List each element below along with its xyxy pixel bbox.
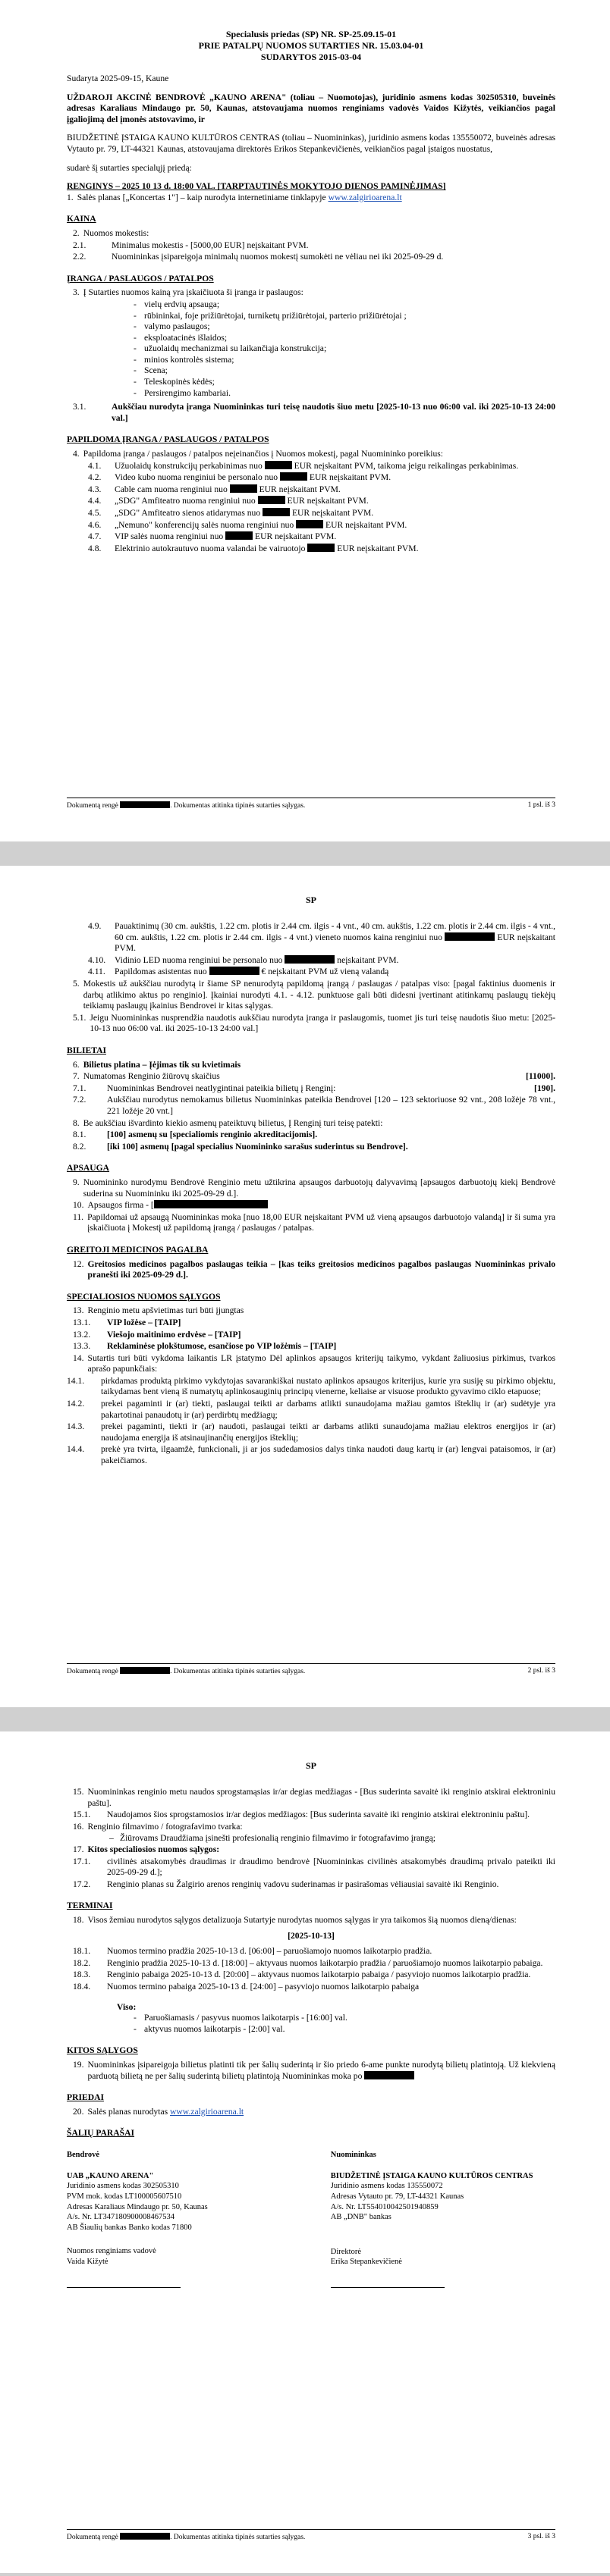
item-5-text: Mokestis už aukščiau nurodytą ir šiame SP nenurodytą papildomą įrangą / paslaugas / patalpas viso: [pagal faktinius duomenis ir darbų atlikimo aktus po renginio]. Įkainiai nurodyti 4.1. - 4.12. punktuose gali būti didesni įvertinant atitinkamų paslaugų tiekėjų teikiamų paslaugų įkainius Bendrovei ir kitas sąlygas. <box>83 979 555 1011</box>
parasai-title: ŠALIŲ PARAŠAI <box>67 2128 135 2139</box>
date-place: Sudaryta 2025-09-15, Kaune <box>67 74 169 83</box>
item-13-1-num: 13.1. <box>73 1317 91 1327</box>
bullet-icon: - <box>134 299 137 309</box>
extra-num: 4.8. <box>88 543 102 553</box>
extra-post: EUR neįskaitant PVM, taikoma jeigu reikalingas perkabinimas. <box>294 460 519 471</box>
header-line-1: Specialusis priedas (SP) NR. SP-25.09.15-01 <box>225 29 397 39</box>
left-name: UAB „KAUNO ARENA" <box>67 2171 154 2180</box>
redaction <box>285 955 335 964</box>
extra-text: VIP salės nuoma renginiui nuo <box>115 531 224 542</box>
item-2-2-text: Nuomininkas įsipareigoja minimalų nuomos mokestį sumokėti ne vėliau nei iki 2025-09-29 d. <box>112 252 444 262</box>
extra-text: „Nemuno" konferencijų salės nuoma renginiui nuo <box>115 519 294 530</box>
redaction <box>364 2071 414 2079</box>
signatures <box>67 2150 555 2288</box>
item-18-4-num: 18.4. <box>73 1982 91 1992</box>
item-3-num: 3. <box>73 287 80 298</box>
item-4 <box>67 449 555 460</box>
item-13-2-num: 13.2. <box>73 1329 91 1340</box>
extra-text: Užuolaidų konstrukcijų perkabinimas nuo <box>115 460 263 471</box>
item-17-2 <box>67 1879 555 1891</box>
extra-num: 4.4. <box>88 496 102 506</box>
viso-item <box>67 2024 555 2035</box>
item-2-num: 2. <box>73 227 80 238</box>
extra-service-item <box>67 531 555 543</box>
item-18-num: 18. <box>73 1915 84 1926</box>
redaction <box>120 2533 170 2540</box>
footer <box>67 1663 555 1677</box>
item-11-text: Papildomai už apsaugą Nuomininkas moka [nuo 18,00 EUR neįskaitant PVM už vieną apsaugos darbuotojo valandą] ir ši suma yra įskaičiuota į Mokestį už papildomą įrangą / paslaugas / patalpas. <box>87 1211 555 1233</box>
viso-item-text: Paruošiamasis / pasyvus nuomos laikotarpis - [16:00] val. <box>144 2013 347 2023</box>
item-13-3-text: Reklaminėse plokštumose, esančiose po VIP ložėmis – [TAIP] <box>107 1341 337 1352</box>
left-person: Vaida Kižytė <box>67 2258 108 2267</box>
item-4-9 <box>67 921 555 954</box>
right-line-3: A/s. Nr. LT554010042501940859 <box>330 2202 439 2211</box>
redaction <box>120 1667 170 1674</box>
service-bullet <box>67 321 555 333</box>
item-15 <box>67 1787 555 1809</box>
item-4-11-post: € neįskaitant PVM už vieną valandą <box>261 967 389 977</box>
agree-text: sudarė šį sutarties specialųjį priedą: <box>67 162 192 173</box>
extra-service-item <box>67 520 555 531</box>
item-18-3-text: Renginio pabaiga 2025-10-13 d. [20:00] – aktyvaus nuomos laikotarpio pabaiga / pasyviojo nuomos laikotarpio pradžia. <box>107 1970 531 1980</box>
viso-item-text: aktyvus nuomos laikotarpis - [2:00] val. <box>144 2023 285 2034</box>
footer <box>67 2529 555 2543</box>
kitos-title: KITOS SĄLYGOS <box>67 2045 138 2056</box>
item-13 <box>67 1305 555 1317</box>
item-14-num: 14. <box>73 1352 84 1363</box>
item-5-num: 5. <box>73 979 80 989</box>
item-15-num: 15. <box>73 1787 84 1797</box>
item-17-1-num: 17.1. <box>73 1856 91 1866</box>
redaction <box>307 544 335 552</box>
footer-note: . Dokumentas atitinka tipinės sutarties sąlygas. <box>170 2534 306 2542</box>
item-15-1-text: Naudojamos šios sprogstamosios ir/ar degios medžiagos: [Bus suderinta savaitė iki renginio atskirai elektroniniu paštu]. <box>107 1810 530 1820</box>
item-10-num: 10. <box>73 1200 84 1211</box>
item-15-1 <box>67 1810 555 1821</box>
item-12 <box>67 1259 555 1281</box>
item-7-1-text: Nuomininkas Bendrovei neatlygintinai pateikia bilietų į Renginį: <box>107 1083 336 1093</box>
left-line-2: PVM mok. kodas LT100005607510 <box>67 2192 182 2201</box>
service-bullet <box>67 333 555 344</box>
item-3-1-text: Aukščiau nurodyta įranga Nuomininkas turi teisę naudotis šiuo metu [2025-10-13 nuo 06:00 val. iki 2025-10-13 24:00 val.] <box>112 402 555 423</box>
item-10 <box>67 1200 555 1211</box>
extra-text: „SDG" Amfiteatro sienos atidarymas nuo <box>115 508 261 518</box>
dash-icon: - <box>134 2023 137 2034</box>
item-17-1-text: civilinės atsakomybės draudimas ir draudimo bendrovė [Nuomininkas civilinės atsakomybės draudimą privalo pateikti iki 2025-09-29 d.]; <box>107 1856 555 1878</box>
iranga-title: ĮRANGA / PASLAUGOS / PATALPOS <box>67 273 214 284</box>
extra-post: EUR neįskaitant PVM. <box>287 496 369 506</box>
kaina-title: KAINA <box>67 214 96 224</box>
item-14-1-text: pirkdamas produktą pirkimo vykdytojas savarankiškai nustato aplinkos apsaugos kriterijus, kurie yra susiję su pirkimo objektu, taikydamas bent vieną iš numatytų aplinkosauginių principų vienerne, keliaise ar visuose produkto gyvavimo ciklo etapuose; <box>101 1375 555 1397</box>
arena-link[interactable]: www.zalgirioarena.lt <box>170 2106 244 2117</box>
item-4-9-post: EUR neįskaitant PVM. <box>115 932 555 954</box>
footer <box>67 798 555 811</box>
item-14-4-text: prekė yra tvirta, ilgaamžė, funkcionali, ji ar jos sudedamosios dalys tinka naudoti daug kartų ir (ar) lengvai pataisomos, ir (ar) pakeičiamos. <box>101 1444 555 1466</box>
redaction <box>445 932 495 941</box>
item-7-1-num: 7.1. <box>73 1083 86 1093</box>
item-9-text: Nuomininko nurodymu Bendrovė Renginio metu užtikrina apsaugos darbuotojų dalyvavimą [apsaugos darbuotojų kiekį Bendrovė suderina su Nuomininku iki 2025-09-29 d.]. <box>83 1177 555 1199</box>
left-line-4: A/s. Nr. LT347180900008467534 <box>67 2213 175 2222</box>
item-13-1-text: VIP ložėse – [TAIP] <box>107 1317 181 1327</box>
service-bullet-text: vielų erdvių apsauga; <box>144 299 220 309</box>
redaction <box>296 520 323 528</box>
redaction <box>263 508 290 516</box>
right-signature-line <box>331 2267 445 2288</box>
extra-num: 4.5. <box>88 508 102 518</box>
item-4-10-post: neįskaitant PVM. <box>337 954 399 965</box>
item-14-text: Sutartis turi būti vykdoma laikantis LR įstatymo Dėl aplinkos apsaugos kriterijų taikymo, vykdant žaliuosius pirkimus, tvarkos aprašo papunkčiais: <box>87 1352 555 1374</box>
item-14 <box>67 1353 555 1375</box>
service-bullet <box>67 377 555 388</box>
item-2 <box>67 228 555 240</box>
item-7-2-text: Aukščiau nurodytus nemokamus bilietus Nuomininkas pateikia Bendrovei [120 – 123 sektoriuose 92 vnt., 208 ložėje 78 vnt., 221 ložėje 20 vnt.] <box>107 1095 555 1117</box>
extra-service-item <box>67 461 555 472</box>
bullet-icon: - <box>134 310 137 321</box>
dash-icon: - <box>134 2013 137 2023</box>
service-bullet <box>67 365 555 377</box>
item-2-1-num: 2.1. <box>73 240 86 250</box>
bullet-icon: - <box>134 387 137 398</box>
extra-num: 4.3. <box>88 484 102 494</box>
item-8-1-text: [100] asmenų su [specialiomis renginio akreditacijomis]. <box>107 1130 318 1140</box>
item-17-2-num: 17.2. <box>73 1879 91 1889</box>
right-line-2: Adresas Vytauto pr. 79, LT-44321 Kaunas <box>330 2192 464 2201</box>
item-7-2-num: 7.2. <box>73 1095 86 1105</box>
extra-service-item <box>67 544 555 555</box>
extra-post: EUR neįskaitant PVM. <box>255 531 337 542</box>
item-7 <box>67 1071 555 1083</box>
item-13-2-text: Viešojo maitinimo erdvėse – [TAIP] <box>107 1329 241 1340</box>
item-11 <box>67 1212 555 1234</box>
viso-list <box>67 2013 555 2035</box>
item-8 <box>67 1118 555 1130</box>
party-1-text: UŽDAROJI AKCINĖ BENDROVĖ „KAUNO ARENA" (toliau – Nuomotojas), juridinio asmens kodas 302505310, buveinės adresas Karaliaus Mindaugo pr. 50, Kaunas, atstovaujama nuomos renginiams vadovės Vaidos Kižytės, veikiančios pagal įgaliojimą del įmonės atstovavimo, ir <box>67 92 555 124</box>
item-4-num: 4. <box>73 449 80 459</box>
apsauga-title: APSAUGA <box>67 1163 110 1174</box>
right-role: Nuomininkas <box>330 2150 376 2159</box>
item-4-9-text: Pauaktinimų (30 cm. aukštis, 1.22 cm. plotis ir 2.44 cm. ilgis - 4 vnt., 40 cm. aukštis, 1.22 cm. plotis ir 2.44 cm. ilgis - 4 vnt., 60 cm. aukštis, 1.22 cm. plotis ir 2.44 cm. ilgis - 4 vnt.) vieneto nuomos kaina renginiui nuo <box>115 921 555 942</box>
bullet-icon: - <box>134 343 137 354</box>
item-13-3 <box>67 1341 555 1352</box>
page-number: 3 psl. iš 3 <box>527 2533 555 2541</box>
item-17-text: Kitos specialiosios nuomos sąlygos: <box>87 1844 220 1855</box>
item-2-1-text: Minimalus mokestis - [5000,00 EUR] neįskaitant PVM. <box>112 240 309 250</box>
item-11-num: 11. <box>73 1211 84 1222</box>
footer-prepared: Dokumentą rengė <box>67 2534 118 2542</box>
item-13-2 <box>67 1330 555 1341</box>
extra-service-item <box>67 496 555 507</box>
left-role: Bendrovė <box>67 2150 99 2159</box>
item-7-1-value: [190]. <box>533 1083 555 1093</box>
item-18 <box>67 1915 555 1926</box>
bullet-icon: - <box>134 365 137 376</box>
item-6-num: 6. <box>73 1059 80 1070</box>
item-14-1 <box>67 1376 555 1398</box>
item-10-text: Apsaugos firma - [ <box>87 1200 154 1211</box>
viso-item <box>67 2013 555 2024</box>
bullet-icon: - <box>134 332 137 343</box>
service-bullet <box>67 343 555 355</box>
extra-text: Video kubo nuoma renginiui be personalo nuo <box>115 472 278 483</box>
extra-post: EUR neįskaitant PVM. <box>259 484 341 494</box>
item-12-num: 12. <box>73 1258 84 1269</box>
party-2: BIUDŽETINĖ ĮSTAIGA KAUNO KULTŪROS CENTRAS (toliau – Nuomininkas), juridinio asmens kodas 135550072, buveinės adresas Vytauto pr. 79, LT-44321 Kaunas, atstovaujama direktorės Erikos Stepankevičienės, veikiančios pagal įstaigos nuostatus, <box>67 133 555 154</box>
extra-num: 4.6. <box>88 519 102 530</box>
item-17-num: 17. <box>73 1844 84 1855</box>
extra-num: 4.2. <box>88 472 102 483</box>
item-16-text: Renginio filmavimo / fotografavimo tvarka: <box>87 1821 243 1832</box>
item-8-text: Be aukščiau išvardinto kiekio asmenų pateiktuvų bilietus, Į Renginį turi teisę patekti: <box>83 1117 383 1128</box>
left-line-5: AB Šiaulių bankas Banko kodas 71800 <box>67 2223 192 2232</box>
item-6-text: Bilietus platina – Įėjimas tik su kvietimais <box>83 1059 241 1070</box>
item-13-1 <box>67 1318 555 1329</box>
service-bullet-text: eksploatacinės išlaidos; <box>144 332 228 343</box>
item-14-2-num: 14.2. <box>67 1399 85 1409</box>
extra-service-item <box>67 508 555 519</box>
redaction <box>265 461 292 469</box>
item-14-4-num: 14.4. <box>67 1444 85 1455</box>
item-19 <box>67 2060 555 2082</box>
item-16-bullet-text: Žiūrovams Draudžiama įsinešti profesionalią renginio filmavimo ir fotografavimo įrangą; <box>120 1833 435 1844</box>
page-header: SP <box>305 1760 316 1771</box>
left-line-3: Adresas Karaliaus Mindaugo pr. 50, Kaunas <box>67 2202 208 2211</box>
redaction <box>209 967 259 975</box>
item-16-bullet <box>67 1833 555 1844</box>
item-1-text: Salės planas [„Koncertas 1"] – kaip nurodyta internetiniame tinklapyje <box>77 192 326 202</box>
header-line-2: PRIE PATALPŲ NUOMOS SUTARTIES NR. 15.03.04-01 <box>198 40 424 51</box>
item-8-1-num: 8.1. <box>73 1130 86 1140</box>
item-4-10 <box>67 955 555 967</box>
item-18-1-num: 18.1. <box>73 1946 91 1957</box>
footer-note: . Dokumentas atitinka tipinės sutarties sąlygas. <box>170 1668 306 1676</box>
item-15-text: Nuomininkas renginio metu naudos sprogstamąsias ir/ar degias medžiagas - [Bus suderinta savaitė iki renginio atskirai elektroniniu paštu]. <box>87 1787 555 1808</box>
item-14-4 <box>67 1444 555 1466</box>
item-7-value: [11000]. <box>526 1071 555 1082</box>
included-services-list <box>67 299 555 399</box>
right-line-1: Juridinio asmens kodas 135550072 <box>330 2182 443 2191</box>
item-8-num: 8. <box>73 1117 80 1128</box>
extra-num: 4.7. <box>88 531 102 542</box>
extra-post: EUR neįskaitant PVM. <box>309 472 391 483</box>
item-18-1 <box>67 1946 555 1957</box>
papildoma-title: PAPILDOMA ĮRANGA / PASLAUGOS / PATALPOS <box>67 434 269 445</box>
item-8-2-num: 8.2. <box>73 1141 86 1152</box>
service-bullet-text: Persirengimo kambariai. <box>144 387 231 398</box>
extra-num: 4.1. <box>88 460 102 471</box>
page-number: 1 psl. iš 3 <box>527 801 555 810</box>
item-4-10-num: 4.10. <box>88 954 106 965</box>
service-bullet-text: užuolaidų mechanizmai su laikančiąja konstrukcija; <box>144 343 327 354</box>
item-8-2-text: [iki 100] asmenų [pagal specialius Nuomininko sarašus suderintus su Bendrove]. <box>107 1141 408 1152</box>
item-17-2-text: Renginio planas su Žalgirio arenos renginių vadovu suderinamas ir pasirašomas vėliausiai savaitė iki Renginio. <box>107 1879 499 1889</box>
item-20 <box>67 2107 555 2118</box>
item-17-1 <box>67 1857 555 1879</box>
item-4-11-num: 4.11. <box>88 967 105 977</box>
extra-text: Elektrinio autokrautuvo nuoma valandai be vairuotojo <box>115 543 306 553</box>
item-8-2 <box>67 1142 555 1153</box>
party-1 <box>67 92 555 126</box>
item-18-4 <box>67 1982 555 1993</box>
page-1 <box>0 0 610 841</box>
viso-title: Viso: <box>117 2001 137 2012</box>
item-18-2-num: 18.2. <box>73 1957 91 1968</box>
service-bullet-text: valymo paslaugos; <box>144 321 210 332</box>
right-person: Erika Stepankevičienė <box>330 2258 402 2267</box>
item-2-1 <box>67 240 555 252</box>
item-1 <box>67 193 555 204</box>
service-bullet-text: rūbininkai, foje prižiūrėtojai, turniketų prižiūrėtojai, parterio prižiūrėtojai ; <box>144 310 407 321</box>
item-19-text: Nuomininkas įsipareigoja bilietus platinti tik per šalių suderintą ir šio priedo 6-ame punkte nurodytą bilietų platintoją. Už kiekvieną parduotą bilietą ne per šalių suderintą bilietų platintoją Nuomininkas moka po <box>87 2059 555 2081</box>
right-line-4: AB „DNB" bankas <box>330 2213 391 2222</box>
item-18-2-text: Renginio pradžia 2025-10-13 d. [18:00] – aktyvaus nuomos laikotarpio pradžia / paruošiamojo nuomos laikotarpio pabaiga. <box>107 1957 543 1968</box>
item-14-3 <box>67 1421 555 1443</box>
item-4-text: Papildoma įranga / paslaugos / patalpos neįeinančios į Nuomos mokestį, pagal Nuomininko poreikius: <box>83 449 444 459</box>
signature-right <box>331 2150 555 2288</box>
event-title: RENGINYS – 2025 10 13 d. 18:00 VAL. [TARPTAUTINĖS MOKYTOJO DIENOS PAMINĖJIMAS] <box>67 181 446 192</box>
item-18-3-num: 18.3. <box>73 1970 91 1980</box>
left-position: Nuomos renginiams vadovė <box>67 2247 156 2256</box>
item-3-1-num: 3.1. <box>73 402 86 412</box>
item-4-10-text: Vidinio LED nuoma renginiui be personalo nuo <box>115 954 283 965</box>
item-19-num: 19. <box>73 2059 84 2070</box>
item-8-1 <box>67 1130 555 1141</box>
item-2-text: Nuomos mokestis: <box>83 227 149 238</box>
item-2-2 <box>67 252 555 263</box>
footer-prepared: Dokumentą rengė <box>67 802 118 810</box>
item-2-2-num: 2.2. <box>73 252 86 262</box>
extra-post: EUR neįskaitant PVM. <box>325 519 407 530</box>
item-14-3-text: prekei pagaminti, tiekti ir (ar) naudoti, paslaugai teikti ar darbams atlikti sunaudojama mažiau elektros energijos ir (ar) naudojama energija iš atsinaujinančių energijos išteklių; <box>101 1421 555 1443</box>
item-5-1-num: 5.1. <box>73 1012 86 1023</box>
item-12-text: Greitosios medicinos pagalbos paslaugas teikia – [kas teiks greitosios medicinos pagalbos paslaugas Nuomininkas privalo pranešti iki 2025-09-29 d.]. <box>87 1258 555 1280</box>
greitoji-title: GREITOJI MEDICINOS PAGALBA <box>67 1244 209 1255</box>
footer-note: . Dokumentas atitinka tipinės sutarties sąlygas. <box>170 802 306 810</box>
extra-service-item <box>67 484 555 496</box>
service-bullet <box>67 311 555 322</box>
item-15-1-num: 15.1. <box>73 1810 91 1820</box>
item-6 <box>67 1060 555 1071</box>
term-date: [2025-10-13] <box>288 1930 335 1941</box>
arena-link[interactable]: www.zalgirioarena.lt <box>328 192 402 202</box>
service-bullet <box>67 299 555 311</box>
service-bullet-text: Scena; <box>144 365 168 376</box>
right-name: BIUDŽETINĖ ĮSTAIGA KAUNO KULTŪROS CENTRAS <box>330 2171 533 2180</box>
service-bullet-text: Teleskopinės kėdės; <box>144 377 215 387</box>
item-18-text: Visos žemiau nurodytos sąlygos detalizuoja Sutartyje nurodytas nuomos sąlygas ir yra taikomos šią nuomos dieną/dienas: <box>87 1915 517 1926</box>
service-bullet <box>67 355 555 366</box>
item-3 <box>67 287 555 299</box>
item-20-num: 20. <box>73 2106 84 2117</box>
signature-left <box>67 2150 291 2288</box>
extra-text: Cable cam nuoma renginiui nuo <box>115 484 228 494</box>
item-13-text: Renginio metu apšvietimas turi būti įjungtas <box>87 1305 244 1316</box>
redaction <box>154 1200 268 1208</box>
dash-icon: – <box>109 1833 114 1844</box>
item-4-11 <box>67 967 555 978</box>
extra-text: „SDG" Amfiteatro nuoma renginiui nuo <box>115 496 256 506</box>
right-position: Direktorė <box>330 2247 361 2256</box>
item-18-4-text: Nuomos termino pabaiga 2025-10-13 d. [24:00] – pasyviojo nuomos laikotarpio pabaiga <box>107 1982 420 1992</box>
spec-title: SPECIALIOSIOS NUOMOS SĄLYGOS <box>67 1291 221 1302</box>
extra-post: EUR neįskaitant PVM. <box>337 543 419 553</box>
service-bullet <box>67 388 555 400</box>
document-header <box>67 29 555 63</box>
bullet-icon: - <box>134 377 137 387</box>
item-7-2 <box>67 1095 555 1117</box>
left-line-1: Juridinio asmens kodas 302505310 <box>67 2182 179 2191</box>
bilietai-title: BILIETAI <box>67 1045 106 1056</box>
redaction <box>120 801 170 808</box>
item-13-3-num: 13.3. <box>73 1341 91 1352</box>
terminai-title: TERMINAI <box>67 1901 113 1911</box>
item-14-2 <box>67 1399 555 1421</box>
item-4-11-text: Papildomas asistentas nuo <box>115 967 207 977</box>
item-18-1-text: Nuomos termino pradžia 2025-10-13 d. [06:00] – paruošiamojo nuomos laikotarpio pradžia. <box>107 1946 432 1957</box>
page-3 <box>0 1731 610 2573</box>
item-14-2-text: prekei pagaminti ir (ar) tiekti, paslaugai teikti ar darbams atlikti sunaudojama mažiau gamtos išteklių ir (ar) sudėtyje yra pakartotinai panaudotų ir (ar) perdirbtų medžiagų; <box>101 1399 555 1420</box>
item-3-1 <box>67 402 555 424</box>
item-1-num: 1. <box>67 192 74 202</box>
footer-prepared: Dokumentą rengė <box>67 1668 118 1676</box>
redaction <box>280 472 307 481</box>
redaction <box>230 484 257 493</box>
item-18-2 <box>67 1958 555 1970</box>
item-16-num: 16. <box>73 1821 84 1832</box>
bullet-icon: - <box>134 321 137 332</box>
item-20-text: Salės planas nurodytas <box>87 2106 168 2117</box>
item-7-num: 7. <box>73 1071 80 1082</box>
left-signature-line <box>67 2267 181 2288</box>
bullet-icon: - <box>134 354 137 365</box>
redaction <box>225 531 253 540</box>
item-5 <box>67 979 555 1012</box>
item-5-1 <box>67 1013 555 1035</box>
item-4-9-num: 4.9. <box>88 921 102 932</box>
item-18-3 <box>67 1970 555 1981</box>
item-16 <box>67 1822 555 1833</box>
item-17 <box>67 1844 555 1856</box>
redaction <box>258 496 285 504</box>
item-5-1-text: Jeigu Nuomininkas nusprendžia naudotis aukščiau nurodyta įranga ir paslaugomis, tuomet jis turi teisę naudotis šiuo metu: [2025-10-13 nuo 06:00 val. iki 2025-10-13 24:00 val.] <box>90 1012 555 1034</box>
item-14-1-num: 14.1. <box>67 1375 85 1386</box>
priedai-title: PRIEDAI <box>67 2092 104 2103</box>
item-7-text: Numatomas Renginio žiūrovų skaičius <box>83 1071 220 1082</box>
item-3-text: Į Sutarties nuomos kainą yra įskaičiuota ši įranga ir paslaugos: <box>83 287 303 298</box>
item-7-1 <box>67 1083 555 1095</box>
item-14-3-num: 14.3. <box>67 1421 85 1432</box>
page-header: SP <box>305 895 316 905</box>
service-bullet-text: minios kontrolės sistema; <box>144 354 234 365</box>
item-9 <box>67 1177 555 1199</box>
page-2 <box>0 866 610 1707</box>
header-line-3: SUDARYTOS 2015-03-04 <box>260 52 362 62</box>
page-number: 2 psl. iš 3 <box>527 1667 555 1675</box>
item-9-num: 9. <box>73 1177 80 1187</box>
extra-service-item <box>67 472 555 484</box>
extra-post: EUR neįskaitant PVM. <box>291 508 374 518</box>
extra-services-list <box>67 461 555 555</box>
item-13-num: 13. <box>73 1305 84 1316</box>
